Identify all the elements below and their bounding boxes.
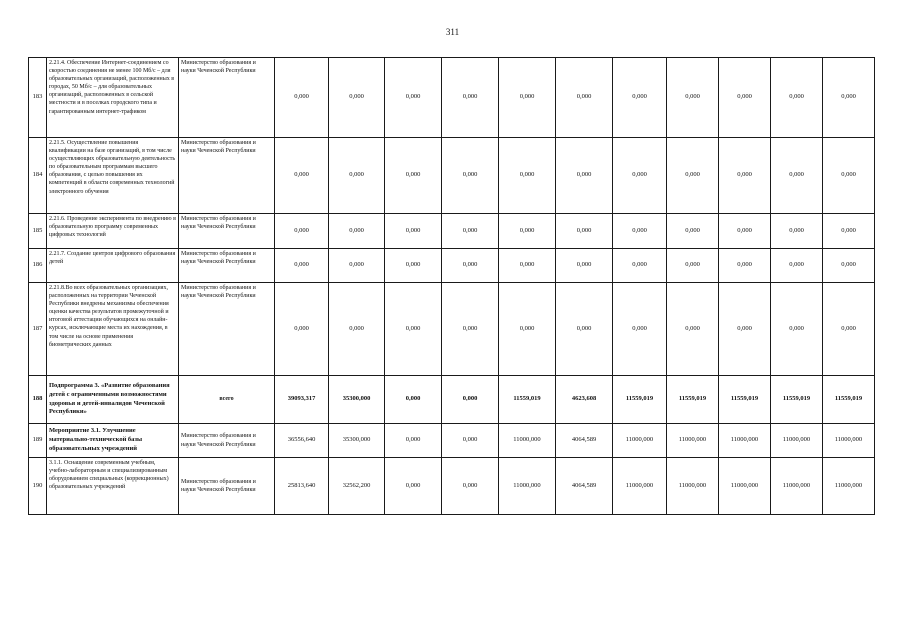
value-cell: 11559,019 bbox=[667, 376, 719, 424]
activity-name: 2.21.5. Осуществление повышения квалификации на базе организаций, в том числе осуществляющих образовательную деятельность по образовательным программам высшего образования, с целью повышения их компетенций в области современных технологий электронного обучения bbox=[47, 138, 179, 214]
value-cell: 0,000 bbox=[613, 214, 667, 249]
value-cell: 0,000 bbox=[275, 58, 329, 138]
value-cell: 0,000 bbox=[442, 458, 499, 515]
value-cell: 0,000 bbox=[823, 214, 875, 249]
value-cell: 0,000 bbox=[771, 138, 823, 214]
value-cell: 11000,000 bbox=[771, 424, 823, 458]
page-number: 311 bbox=[445, 27, 460, 37]
row-number: 187 bbox=[29, 283, 47, 376]
value-cell: 0,000 bbox=[556, 138, 613, 214]
value-cell: 11000,000 bbox=[719, 424, 771, 458]
value-cell: 11559,019 bbox=[499, 376, 556, 424]
activity-name: 2.21.6. Проведение эксперимента по внедрению в образовательную программу современных цифровых технологий bbox=[47, 214, 179, 249]
value-cell: 0,000 bbox=[442, 424, 499, 458]
value-cell: 11000,000 bbox=[613, 424, 667, 458]
table-row bbox=[29, 214, 875, 249]
row-number: 185 bbox=[29, 214, 47, 249]
value-cell: 0,000 bbox=[329, 138, 385, 214]
value-cell: 0,000 bbox=[667, 58, 719, 138]
value-cell: 0,000 bbox=[385, 283, 442, 376]
value-cell: 0,000 bbox=[719, 58, 771, 138]
value-cell: 0,000 bbox=[329, 58, 385, 138]
value-cell: 35300,000 bbox=[329, 424, 385, 458]
value-cell: 0,000 bbox=[385, 424, 442, 458]
value-cell: 4064,589 bbox=[556, 424, 613, 458]
value-cell: 39093,317 bbox=[275, 376, 329, 424]
value-cell: 0,000 bbox=[771, 249, 823, 283]
executor: Министерство образования и науки Чеченской Республики bbox=[179, 58, 275, 138]
row-number: 186 bbox=[29, 249, 47, 283]
value-cell: 11000,000 bbox=[613, 458, 667, 515]
value-cell: 0,000 bbox=[442, 283, 499, 376]
activity-name: 2.21.4. Обеспечение Интернет-соединением со скоростью соединения не менее 100 Мб/с – для образовательных организаций, расположенных в городах, 50 Мб/с – для образовательных организаций, расположенных в сельской местности и в поселках городского типа и гарантированным интернет-трафиком bbox=[47, 58, 179, 138]
value-cell: 11559,019 bbox=[613, 376, 667, 424]
value-cell: 0,000 bbox=[667, 214, 719, 249]
value-cell: 0,000 bbox=[329, 214, 385, 249]
value-cell: 0,000 bbox=[823, 58, 875, 138]
executor: Министерство образования и науки Чеченской Республики bbox=[179, 214, 275, 249]
value-cell: 0,000 bbox=[667, 249, 719, 283]
value-cell: 0,000 bbox=[719, 214, 771, 249]
value-cell: 0,000 bbox=[613, 58, 667, 138]
value-cell: 0,000 bbox=[385, 376, 442, 424]
value-cell: 4623,608 bbox=[556, 376, 613, 424]
activity-name: 2.21.8.Во всех образовательных организациях, расположенных на территории Чеченской Республики внедрены механизмы обеспечения оценки качества результатов промежуточной и итоговой аттестации обучающихся на онлайн-курсах, исключающие места их нахождения, в том числе на основе применения биометрических данных bbox=[47, 283, 179, 376]
value-cell: 0,000 bbox=[613, 138, 667, 214]
value-cell: 0,000 bbox=[275, 249, 329, 283]
value-cell: 0,000 bbox=[275, 138, 329, 214]
value-cell: 0,000 bbox=[385, 138, 442, 214]
executor: Министерство образования и науки Чеченской Республики bbox=[179, 283, 275, 376]
value-cell: 0,000 bbox=[771, 283, 823, 376]
row-number: 188 bbox=[29, 376, 47, 424]
value-cell: 0,000 bbox=[823, 249, 875, 283]
value-cell: 0,000 bbox=[719, 138, 771, 214]
value-cell: 0,000 bbox=[329, 249, 385, 283]
value-cell: 11000,000 bbox=[499, 424, 556, 458]
table-row bbox=[29, 424, 875, 458]
table-row bbox=[29, 283, 875, 376]
value-cell: 0,000 bbox=[556, 249, 613, 283]
executor: Министерство образования и науки Чеченской Республики bbox=[179, 138, 275, 214]
value-cell: 0,000 bbox=[556, 214, 613, 249]
value-cell: 0,000 bbox=[823, 283, 875, 376]
value-cell: 0,000 bbox=[719, 283, 771, 376]
value-cell: 0,000 bbox=[442, 138, 499, 214]
value-cell: 25813,640 bbox=[275, 458, 329, 515]
value-cell: 11559,019 bbox=[823, 376, 875, 424]
value-cell: 0,000 bbox=[556, 283, 613, 376]
value-cell: 0,000 bbox=[556, 58, 613, 138]
value-cell: 11000,000 bbox=[823, 458, 875, 515]
value-cell: 0,000 bbox=[499, 214, 556, 249]
value-cell: 11559,019 bbox=[771, 376, 823, 424]
value-cell: 0,000 bbox=[385, 458, 442, 515]
value-cell: 11000,000 bbox=[719, 458, 771, 515]
value-cell: 35300,000 bbox=[329, 376, 385, 424]
value-cell: 36556,640 bbox=[275, 424, 329, 458]
value-cell: 0,000 bbox=[499, 283, 556, 376]
value-cell: 0,000 bbox=[613, 249, 667, 283]
executor: Министерство образования и науки Чеченской Республики bbox=[179, 458, 275, 515]
value-cell: 0,000 bbox=[385, 214, 442, 249]
value-cell: 0,000 bbox=[442, 249, 499, 283]
value-cell: 11000,000 bbox=[667, 458, 719, 515]
value-cell: 0,000 bbox=[329, 283, 385, 376]
value-cell: 11000,000 bbox=[823, 424, 875, 458]
value-cell: 0,000 bbox=[823, 138, 875, 214]
value-cell: 0,000 bbox=[275, 214, 329, 249]
activity-name: Мероприятие 3.1. Улучшение материально-технической базы образовательных учреждений bbox=[47, 424, 179, 458]
value-cell: 0,000 bbox=[385, 58, 442, 138]
table-row bbox=[29, 249, 875, 283]
value-cell: 0,000 bbox=[771, 214, 823, 249]
value-cell: 0,000 bbox=[719, 249, 771, 283]
value-cell: 0,000 bbox=[442, 376, 499, 424]
executor: всего bbox=[179, 376, 275, 424]
activity-name: Подпрограмма 3. «Развитие образования детей с ограниченными возможностями здоровья и детей-инвалидов Чеченской Республики» bbox=[47, 376, 179, 424]
table-row bbox=[29, 376, 875, 424]
value-cell: 0,000 bbox=[275, 283, 329, 376]
activity-name: 2.21.7. Создание центров цифрового образования детей bbox=[47, 249, 179, 283]
budget-table bbox=[28, 57, 875, 515]
value-cell: 0,000 bbox=[385, 249, 442, 283]
value-cell: 0,000 bbox=[499, 249, 556, 283]
value-cell: 32562,200 bbox=[329, 458, 385, 515]
row-number: 184 bbox=[29, 138, 47, 214]
value-cell: 11559,019 bbox=[719, 376, 771, 424]
value-cell: 0,000 bbox=[442, 214, 499, 249]
value-cell: 4064,589 bbox=[556, 458, 613, 515]
value-cell: 0,000 bbox=[667, 138, 719, 214]
value-cell: 11000,000 bbox=[771, 458, 823, 515]
row-number: 183 bbox=[29, 58, 47, 138]
table-row bbox=[29, 58, 875, 138]
value-cell: 0,000 bbox=[499, 58, 556, 138]
value-cell: 11000,000 bbox=[499, 458, 556, 515]
executor: Министерство образования и науки Чеченской Республики bbox=[179, 424, 275, 458]
value-cell: 0,000 bbox=[442, 58, 499, 138]
value-cell: 0,000 bbox=[771, 58, 823, 138]
value-cell: 11000,000 bbox=[667, 424, 719, 458]
row-number: 190 bbox=[29, 458, 47, 515]
table-row bbox=[29, 138, 875, 214]
row-number: 189 bbox=[29, 424, 47, 458]
value-cell: 0,000 bbox=[667, 283, 719, 376]
activity-name: 3.1.1. Оснащение современным учебным, учебно-лабораторным и специализированным оборудованием специальных (коррекционных) образовательных учреждений bbox=[47, 458, 179, 515]
value-cell: 0,000 bbox=[613, 283, 667, 376]
table-row bbox=[29, 458, 875, 515]
value-cell: 0,000 bbox=[499, 138, 556, 214]
executor: Министерство образования и науки Чеченской Республики bbox=[179, 249, 275, 283]
